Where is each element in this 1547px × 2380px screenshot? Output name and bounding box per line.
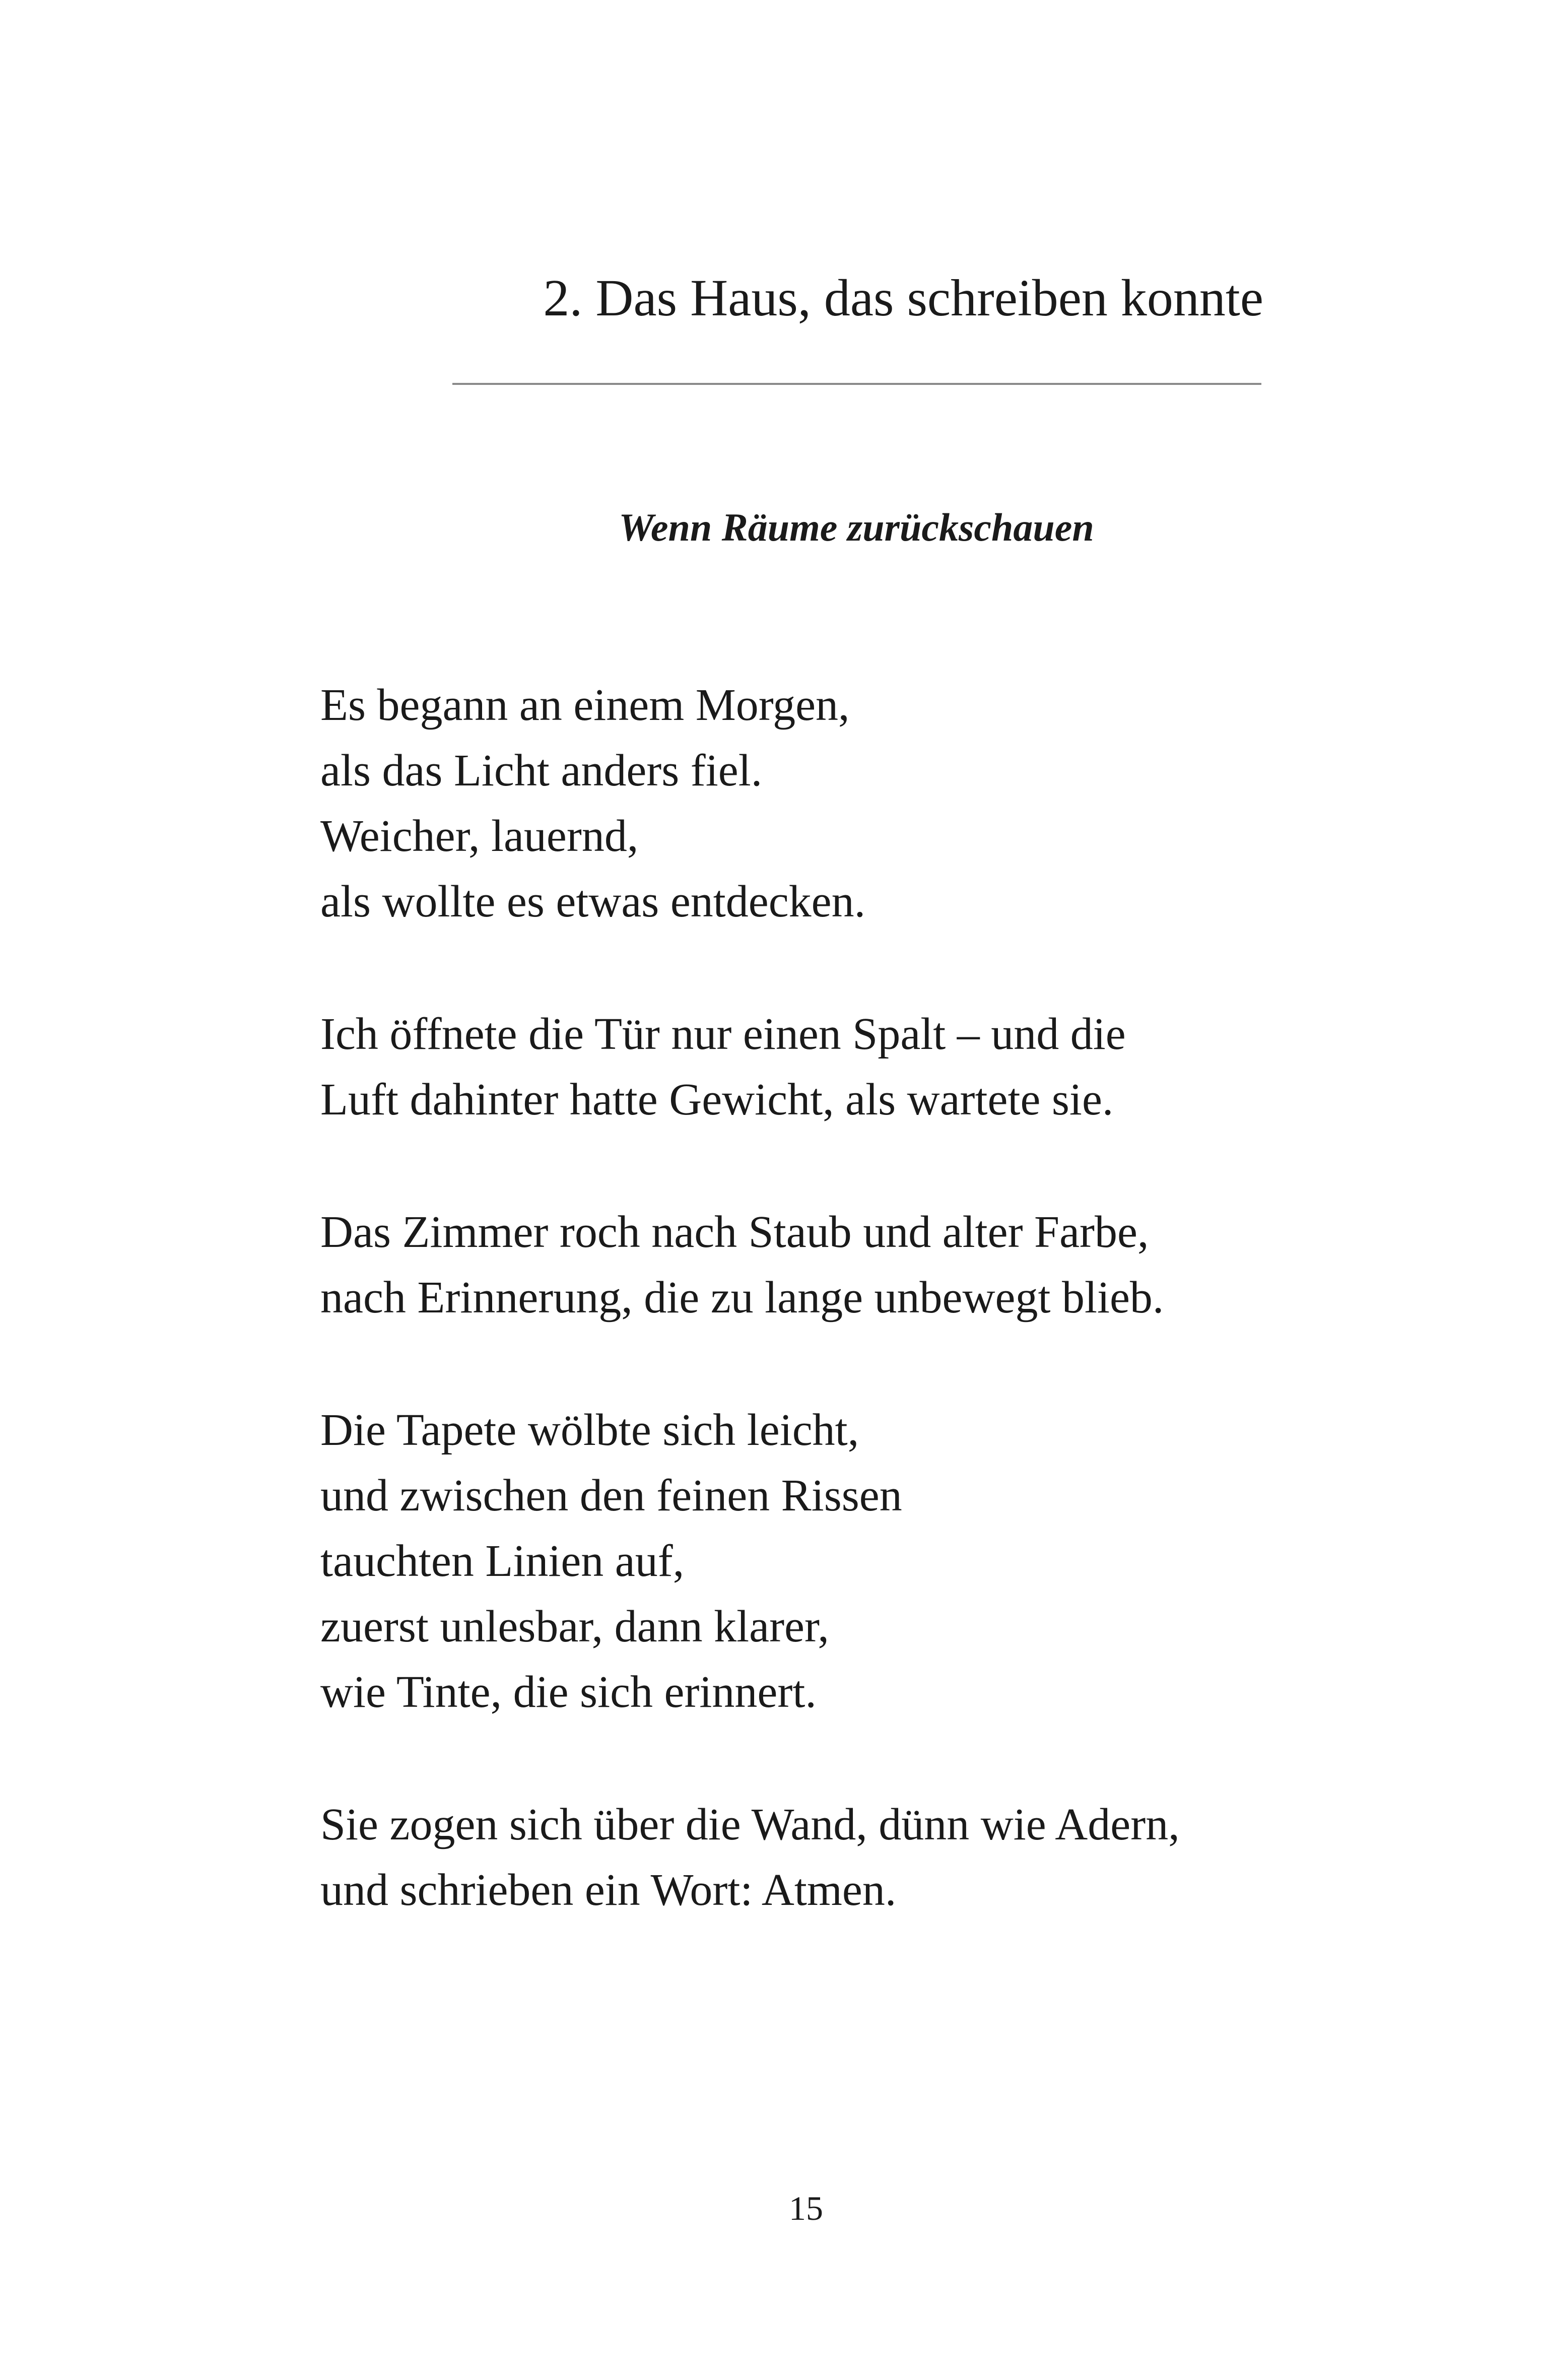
stanza: [320, 1200, 1338, 1331]
poem-body: [320, 673, 1338, 1990]
poem-line: Sie zogen sich über die Wand, dünn wie Adern,: [320, 1800, 1180, 1849]
page-number: 15: [789, 2189, 823, 2227]
stanza: [320, 1398, 1338, 1725]
poem-line: wie Tinte, die sich erinnert.: [320, 1667, 817, 1717]
stanza: [320, 673, 1338, 935]
poem-line: als wollte es etwas entdecken.: [320, 877, 866, 927]
poem-line: Es begann an einem Morgen,: [320, 680, 850, 730]
poem-line: und schrieben ein Wort: Atmen.: [320, 1865, 897, 1915]
stanza: [320, 1792, 1338, 1923]
poem-line: und zwischen den feinen Rissen: [320, 1471, 902, 1520]
chapter-title: 2. Das Haus, das schreiben konnte: [543, 269, 1263, 327]
poem-line: Ich öffnete die Tür nur einen Spalt – und die: [320, 1009, 1126, 1059]
stanza: [320, 1002, 1338, 1133]
poem-line: tauchten Linien auf,: [320, 1536, 685, 1586]
poem-line: Weicher, lauernd,: [320, 811, 639, 861]
poem-line: zuerst unlesbar, dann klarer,: [320, 1602, 829, 1651]
poem-line: Das Zimmer roch nach Staub und alter Farbe,: [320, 1207, 1149, 1257]
poem-line: als das Licht anders fiel.: [320, 746, 763, 796]
chapter-subtitle: Wenn Räume zurückschauen: [619, 505, 1094, 549]
poem-line: nach Erinnerung, die zu lange unbewegt blieb.: [320, 1273, 1164, 1323]
poem-line: Luft dahinter hatte Gewicht, als wartete sie.: [320, 1075, 1114, 1125]
title-divider: [452, 383, 1261, 385]
poem-line: Die Tapete wölbte sich leicht,: [320, 1405, 859, 1455]
